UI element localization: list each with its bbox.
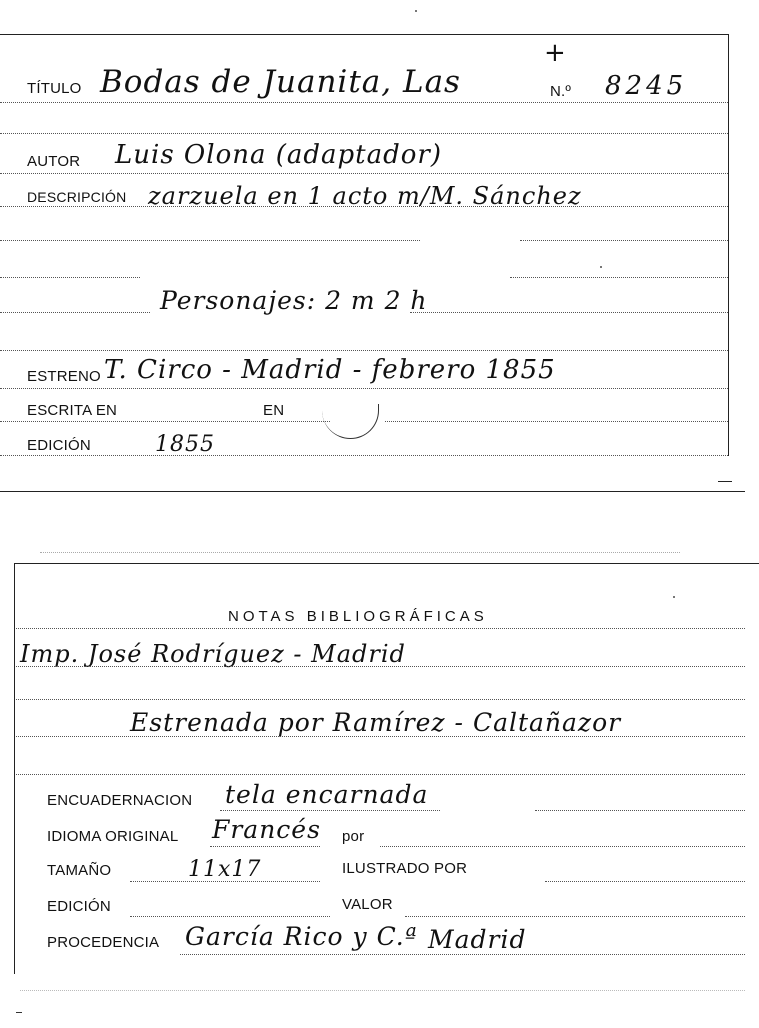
estreno-label: ESTRENO: [27, 368, 101, 385]
speck: [673, 596, 675, 598]
blank-line: [510, 277, 728, 278]
nota-1-line: [16, 666, 745, 667]
blank-line: [0, 312, 150, 313]
procedencia-value: García Rico y C.ª: [185, 922, 418, 951]
encuadernacion-line: [220, 810, 440, 811]
edicion-line: [0, 455, 728, 456]
speckle-row: [20, 990, 745, 991]
edicion-label: EDICIÓN: [27, 437, 91, 454]
idioma-line: [210, 846, 320, 847]
edicion-bottom-line: [130, 916, 330, 917]
tamano-value: 11x17: [188, 857, 262, 882]
blank-line: [0, 277, 140, 278]
idioma-label: IDIOMA ORIGINAL: [47, 828, 179, 845]
procedencia-label: PROCEDENCIA: [47, 934, 160, 951]
titulo-label: TÍTULO: [27, 80, 82, 97]
autor-value: Luis Olona (adaptador): [115, 140, 442, 170]
numero-value: 8245: [605, 71, 688, 101]
procedencia-place: Madrid: [428, 925, 527, 954]
speckle-row: [40, 552, 680, 553]
escrita-label: ESCRITA EN: [27, 402, 118, 419]
en-line: [385, 421, 728, 422]
edicion-value: 1855: [155, 432, 215, 457]
nota-2: Estrenada por Ramírez - Caltañazor: [130, 708, 622, 737]
numero-label: N.º: [550, 83, 572, 100]
tamano-label: TAMAÑO: [47, 862, 112, 879]
estreno-line: [0, 388, 728, 389]
descripcion-label: DESCRIPCIÓN: [27, 189, 127, 205]
nota-2-line: [16, 736, 745, 737]
escrita-line: [0, 421, 330, 422]
blank-line: [16, 699, 745, 700]
speck: [415, 10, 417, 12]
titulo-line: [0, 102, 728, 103]
edge-mark: [16, 1012, 22, 1013]
autor-line: [0, 173, 728, 174]
catalog-mark: +: [544, 38, 566, 68]
blank-line: [520, 240, 728, 241]
valor-line: [405, 916, 745, 917]
blank-line: [0, 240, 420, 241]
nota-1: Imp. José Rodríguez - Madrid: [20, 640, 406, 668]
speck: [600, 266, 602, 268]
personajes-value: Personajes: 2 m 2 h: [160, 286, 428, 315]
autor-label: AUTOR: [27, 153, 81, 170]
ilustrado-line: [545, 881, 745, 882]
titulo-value: Bodas de Juanita, Las: [100, 64, 461, 100]
por-label: por: [342, 828, 365, 845]
blank-line: [16, 774, 745, 775]
encuadernacion-value: tela encarnada: [225, 780, 429, 809]
idioma-value: Francés: [212, 815, 321, 844]
valor-label: VALOR: [342, 896, 393, 913]
notas-line: [16, 628, 745, 629]
blank-line: [535, 810, 745, 811]
tamano-line: [130, 881, 320, 882]
procedencia-line: [180, 954, 745, 955]
descripcion-line: [0, 206, 728, 207]
encuadernacion-label: ENCUADERNACION: [47, 792, 193, 809]
ilustrado-label: ILUSTRADO POR: [342, 860, 468, 877]
card-separator: [0, 491, 745, 492]
edge-mark: [718, 481, 732, 482]
en-label: EN: [263, 402, 285, 419]
estreno-value: T. Circo - Madrid - febrero 1855: [104, 355, 556, 385]
descripcion-value: zarzuela en 1 acto m/M. Sánchez: [148, 182, 582, 210]
blank-line: [410, 312, 728, 313]
blank-line: [0, 133, 728, 134]
notas-title: NOTAS BIBLIOGRÁFICAS: [228, 608, 488, 625]
por-line: [380, 846, 745, 847]
edicion-bottom-label: EDICIÓN: [47, 898, 111, 915]
blank-line: [0, 350, 728, 351]
